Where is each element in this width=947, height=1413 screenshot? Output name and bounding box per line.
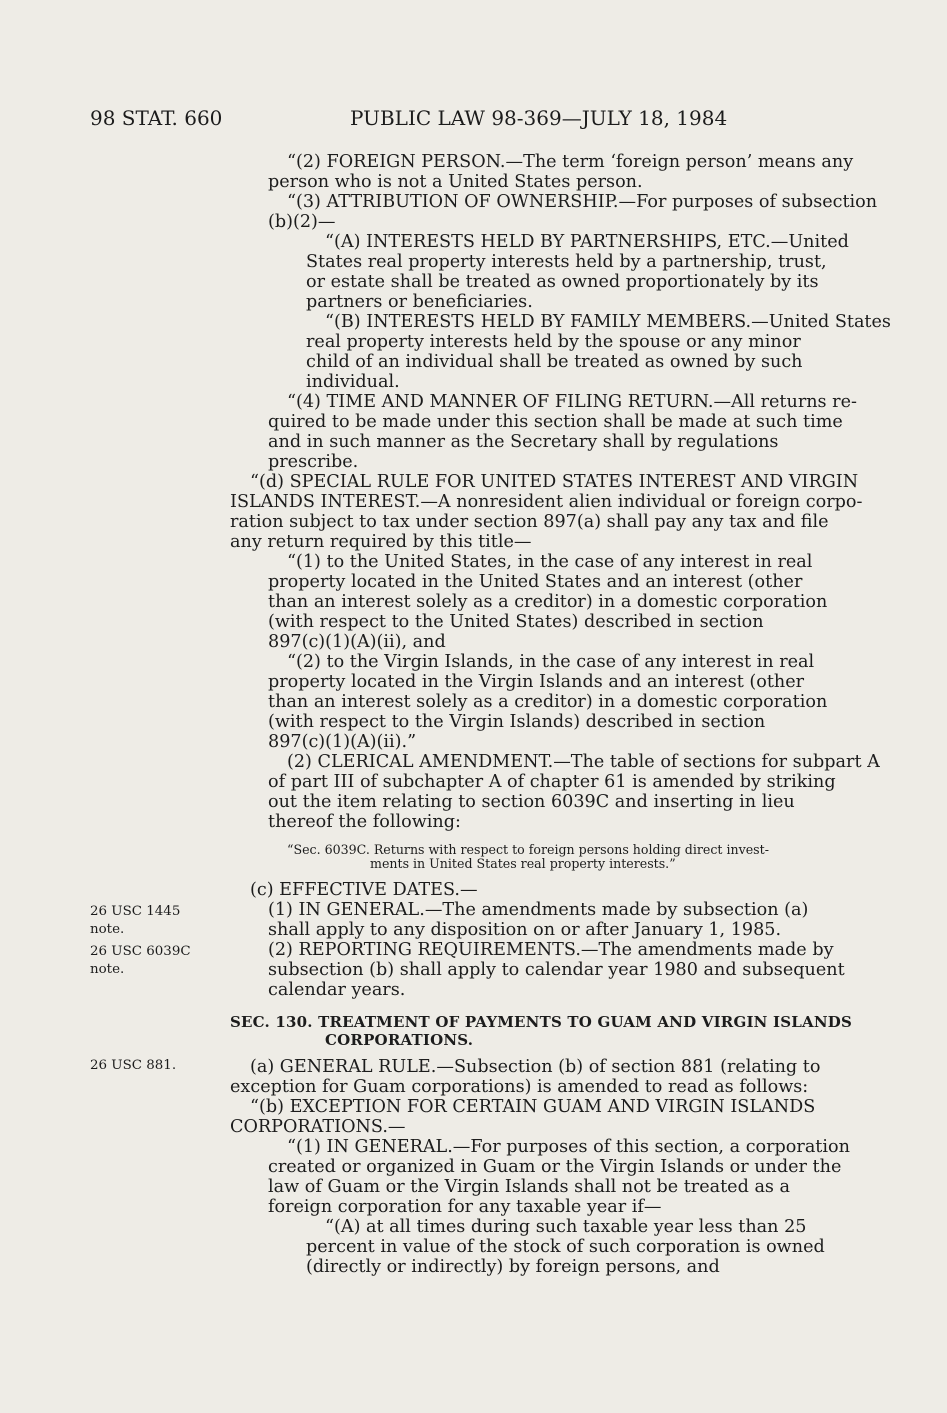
- text-line: “(B) INTERESTS HELD BY FAMILY MEMBERS.—United States: [325, 312, 891, 332]
- text-line: “(b) EXCEPTION FOR CERTAIN GUAM AND VIRGIN ISLANDS: [250, 1097, 816, 1117]
- text-line: (1) IN GENERAL.—The amendments made by subsection (a): [268, 900, 809, 920]
- text-line: (b)(2)—: [268, 212, 336, 232]
- text-line: any return required by this title—: [230, 532, 532, 552]
- text-line: exception for Guam corporations) is amended to read as follows:: [230, 1077, 809, 1097]
- text-line: real property interests held by the spouse or any minor: [306, 332, 801, 352]
- text-line: (2) REPORTING REQUIREMENTS.—The amendments made by: [268, 940, 834, 960]
- text-line: prescribe.: [268, 452, 359, 472]
- text-line: created or organized in Guam or the Virgin Islands or under the: [268, 1157, 842, 1177]
- text-line: of part III of subchapter A of chapter 61 is amended by striking: [268, 772, 836, 792]
- text-line: (with respect to the Virgin Islands) described in section: [268, 712, 766, 732]
- margin-note: 26 USC 1445: [90, 904, 181, 919]
- text-line: (with respect to the United States) described in section: [268, 612, 764, 632]
- text-line: ISLANDS INTEREST.—A nonresident alien individual or foreign corpo-: [230, 492, 863, 512]
- text-line: out the item relating to section 6039C and inserting in lieu: [268, 792, 795, 812]
- text-line: ration subject to tax under section 897(a) shall pay any tax and file: [230, 512, 829, 532]
- text-line: CORPORATIONS.—: [230, 1117, 406, 1137]
- text-line: quired to be made under this section shall be made at such time: [268, 412, 843, 432]
- text-line: (directly or indirectly) by foreign persons, and: [306, 1257, 720, 1277]
- text-line: person who is not a United States person.: [268, 172, 643, 192]
- text-line: “(2) FOREIGN PERSON.—The term ‘foreign person’ means any: [287, 152, 854, 172]
- table-entry-line: ments in United States real property interests.”: [370, 856, 676, 871]
- text-line: (2) CLERICAL AMENDMENT.—The table of sections for subpart A: [287, 752, 880, 772]
- text-line: (a) GENERAL RULE.—Subsection (b) of section 881 (relating to: [250, 1057, 821, 1077]
- text-line: “(d) SPECIAL RULE FOR UNITED STATES INTEREST AND VIRGIN: [250, 472, 859, 492]
- text-line: percent in value of the stock of such corporation is owned: [306, 1237, 825, 1257]
- text-line: “(A) at all times during such taxable year less than 25: [325, 1217, 807, 1237]
- text-line: subsection (b) shall apply to calendar year 1980 and subsequent: [268, 960, 845, 980]
- text-line: than an interest solely as a creditor) in a domestic corporation: [268, 692, 828, 712]
- section-heading: CORPORATIONS.: [325, 1031, 474, 1049]
- text-line: individual.: [306, 372, 400, 392]
- page-header-law-title: PUBLIC LAW 98-369—JULY 18, 1984: [350, 106, 728, 130]
- text-line: shall apply to any disposition on or after January 1, 1985.: [268, 920, 782, 940]
- text-line: partners or beneficiaries.: [306, 292, 533, 312]
- text-line: 897(c)(1)(A)(ii).”: [268, 732, 417, 752]
- text-line: law of Guam or the Virgin Islands shall not be treated as a: [268, 1177, 791, 1197]
- margin-note: note.: [90, 962, 125, 977]
- text-line: child of an individual shall be treated as owned by such: [306, 352, 803, 372]
- table-entry-line: “Sec. 6039C. Returns with respect to foreign persons holding direct invest-: [287, 842, 769, 857]
- section-heading: SEC. 130. TREATMENT OF PAYMENTS TO GUAM AND VIRGIN ISLANDS: [230, 1013, 852, 1031]
- text-line: “(1) to the United States, in the case of any interest in real: [287, 552, 813, 572]
- text-line: thereof the following:: [268, 812, 461, 832]
- text-line: 897(c)(1)(A)(ii), and: [268, 632, 446, 652]
- text-line: “(4) TIME AND MANNER OF FILING RETURN.—All returns re-: [287, 392, 857, 412]
- text-line: States real property interests held by a partnership, trust,: [306, 252, 827, 272]
- text-line: “(2) to the Virgin Islands, in the case of any interest in real: [287, 652, 815, 672]
- margin-note: 26 USC 6039C: [90, 944, 191, 959]
- text-line: than an interest solely as a creditor) in a domestic corporation: [268, 592, 828, 612]
- margin-note: note.: [90, 922, 125, 937]
- text-line: and in such manner as the Secretary shall by regulations: [268, 432, 779, 452]
- text-line: “(A) INTERESTS HELD BY PARTNERSHIPS, ETC.—United: [325, 232, 849, 252]
- text-line: calendar years.: [268, 980, 406, 1000]
- margin-note: 26 USC 881.: [90, 1058, 177, 1073]
- text-line: “(3) ATTRIBUTION OF OWNERSHIP.—For purposes of subsection: [287, 192, 878, 212]
- text-line: property located in the United States and an interest (other: [268, 572, 803, 592]
- text-line: “(1) IN GENERAL.—For purposes of this section, a corporation: [287, 1137, 850, 1157]
- page-header-statute-cite: 98 STAT. 660: [90, 106, 223, 130]
- text-line: (c) EFFECTIVE DATES.—: [250, 880, 478, 900]
- text-line: property located in the Virgin Islands and an interest (other: [268, 672, 805, 692]
- text-line: foreign corporation for any taxable year if—: [268, 1197, 662, 1217]
- text-line: or estate shall be treated as owned proportionately by its: [306, 272, 819, 292]
